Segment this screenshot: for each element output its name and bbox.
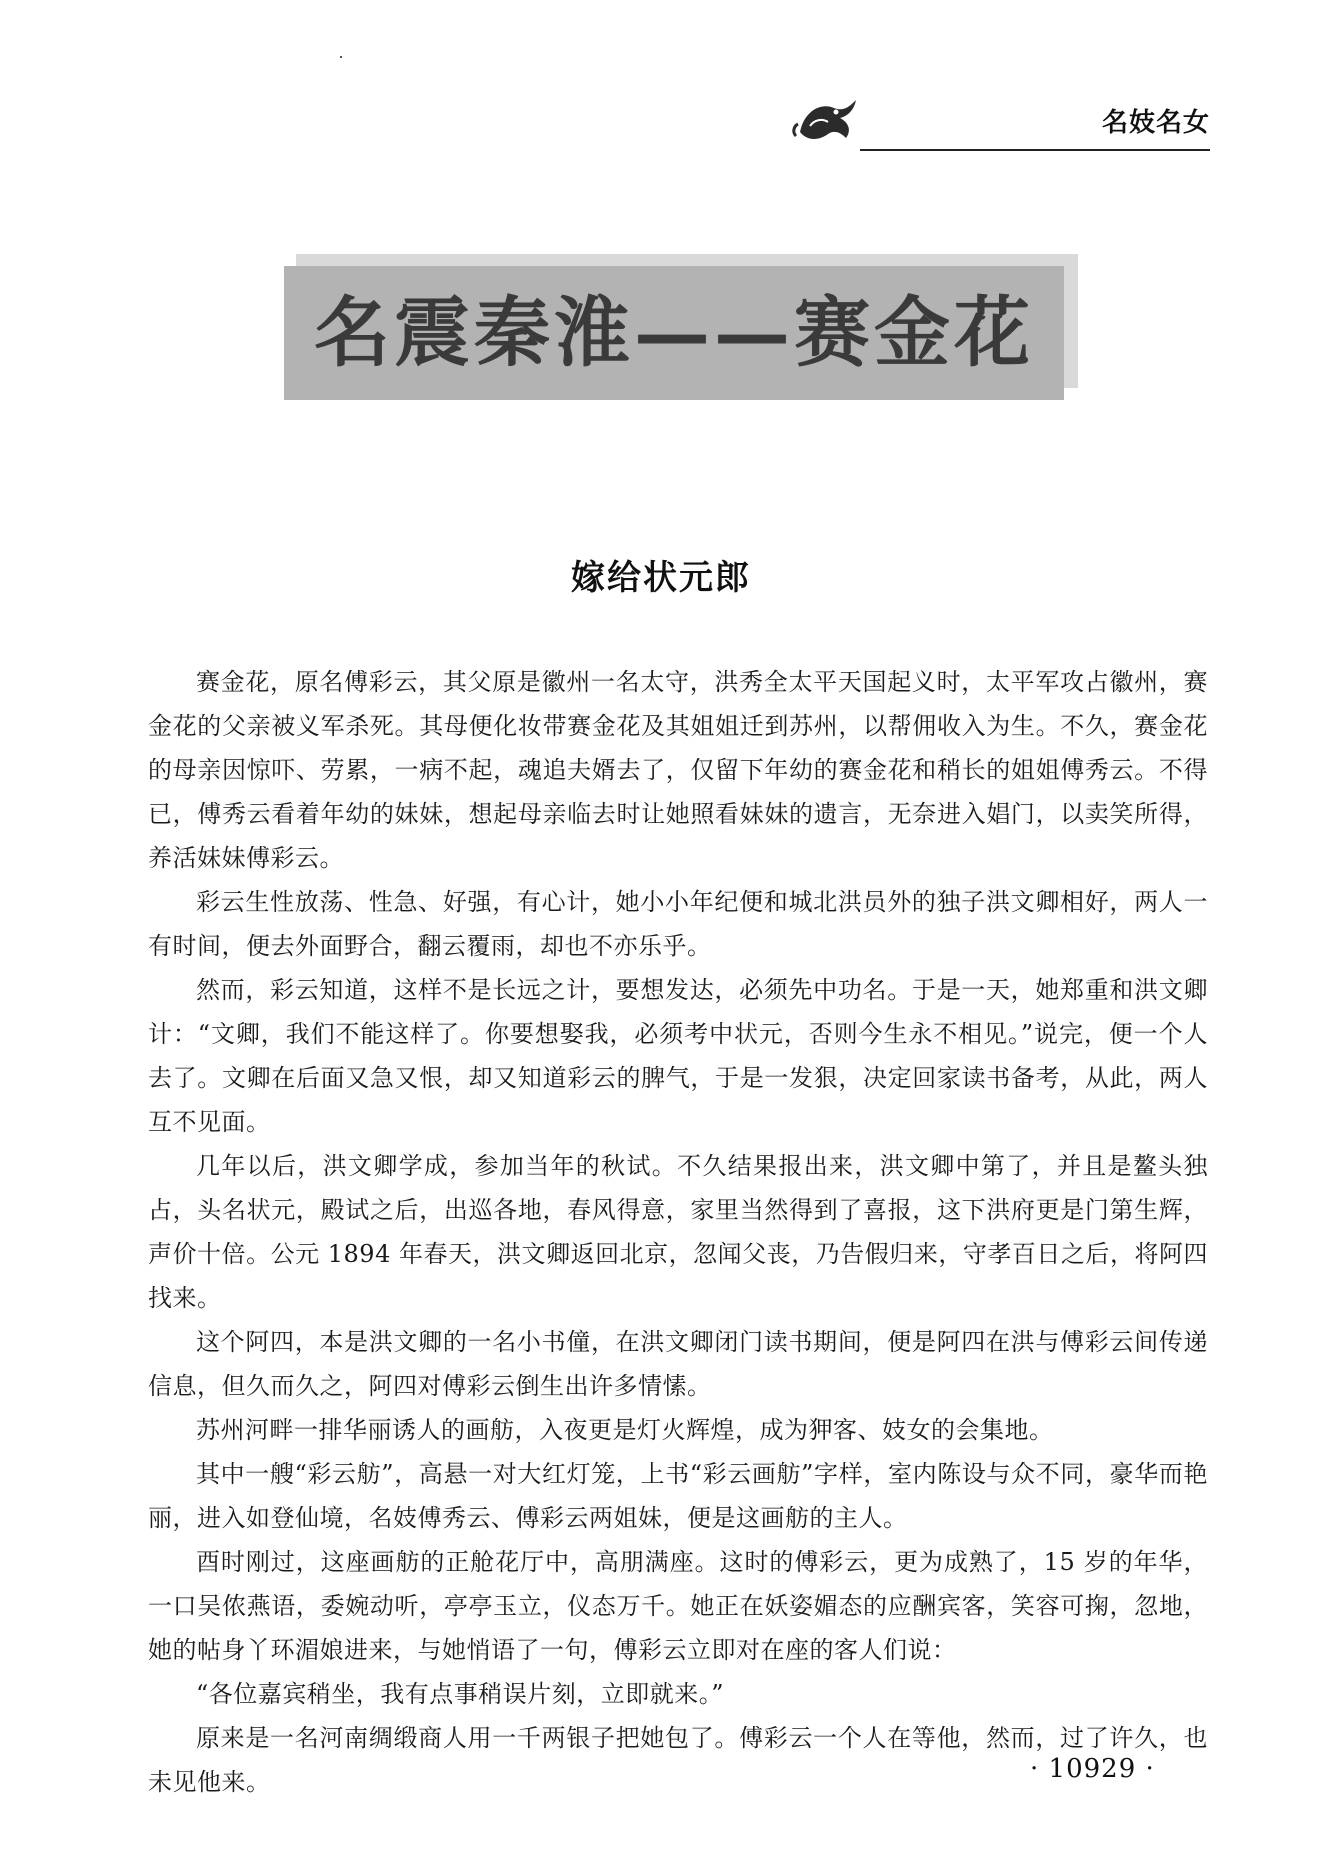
paragraph: 赛金花，原名傅彩云，其父原是徽州一名太守，洪秀全太平天国起义时，太平军攻占徽州，赛金花的父亲被义军杀死。其母便化妆带赛金花及其姐姐迁到苏州，以帮佣收入为生。不久，赛金花的母亲因惊吓、劳累，一病不起，魂追夫婿去了，仅留下年幼的赛金花和稍长的姐姐傅秀云。不得已，傅秀云看着年幼的妹妹，想起母亲临去时让她照看妹妹的遗言，无奈进入娼门，以卖笑所得，养活妹妹傅彩云。 [148, 668, 1208, 872]
paragraph: “各位嘉宾稍坐，我有点事稍误片刻，立即就来。” [196, 1680, 725, 1708]
paragraph: 其中一艘“彩云舫”，高悬一对大红灯笼，上书“彩云画舫”字样，室内陈设与众不同，豪华而艳丽，进入如登仙境，名妓傅秀云、傅彩云两姐妹，便是这画舫的主人。 [148, 1460, 1208, 1532]
dragon-emblem-icon [790, 92, 870, 148]
header-rule [860, 149, 1210, 151]
paragraph: 原来是一名河南绸缎商人用一千两银子把她包了。傅彩云一个人在等他，然而，过了许久，也未见他来。 [148, 1724, 1208, 1796]
section-title: 名妓名女 [1101, 108, 1210, 138]
page-header [790, 92, 1210, 152]
paragraph: 彩云生性放荡、性急、好强，有心计，她小小年纪便和城北洪员外的独子洪文卿相好，两人一有时间，便去外面野合，翻云覆雨，却也不亦乐乎。 [148, 888, 1208, 960]
article-title: 嫁给状元郎 [571, 558, 751, 598]
article-body [148, 660, 1208, 1804]
paragraph: 几年以后，洪文卿学成，参加当年的秋试。不久结果报出来，洪文卿中第了，并且是鳌头独占，头名状元，殿试之后，出巡各地，春风得意，家里当然得到了喜报，这下洪府更是门第生辉，声价十倍。公元 1894 年春天，洪文卿返回北京，忽闻父丧，乃告假归来，守孝百日之后，将阿四找来。 [148, 1152, 1208, 1312]
scan-speck [340, 56, 342, 58]
paragraph: 这个阿四，本是洪文卿的一名小书僮，在洪文卿闭门读书期间，便是阿四在洪与傅彩云间传递信息，但久而久之，阿四对傅彩云倒生出许多情愫。 [148, 1328, 1208, 1400]
paragraph: 苏州河畔一排华丽诱人的画舫，入夜更是灯火辉煌，成为狎客、妓女的会集地。 [196, 1416, 1054, 1444]
page-number: · 10929 · [1030, 1754, 1155, 1784]
paragraph: 然而，彩云知道，这样不是长远之计，要想发达，必须先中功名。于是一天，她郑重和洪文卿计：“文卿，我们不能这样了。你要想娶我，必须考中状元，否则今生永不相见。”说完，便一个人去了。文卿在后面又急又恨，却又知道彩云的脾气，于是一发狠，决定回家读书备考，从此，两人互不见面。 [148, 976, 1208, 1136]
title-banner [284, 266, 1064, 400]
banner-title: 名震秦淮——赛金花 [314, 288, 1034, 377]
paragraph: 酉时刚过，这座画舫的正舱花厅中，高朋满座。这时的傅彩云，更为成熟了，15 岁的年华，一口吴侬燕语，委婉动听，亭亭玉立，仪态万千。她正在妖姿媚态的应酬宾客，笑容可掬，忽地，她的帖身丫环湄娘进来，与她悄语了一句，傅彩云立即对在座的客人们说： [148, 1548, 1208, 1664]
